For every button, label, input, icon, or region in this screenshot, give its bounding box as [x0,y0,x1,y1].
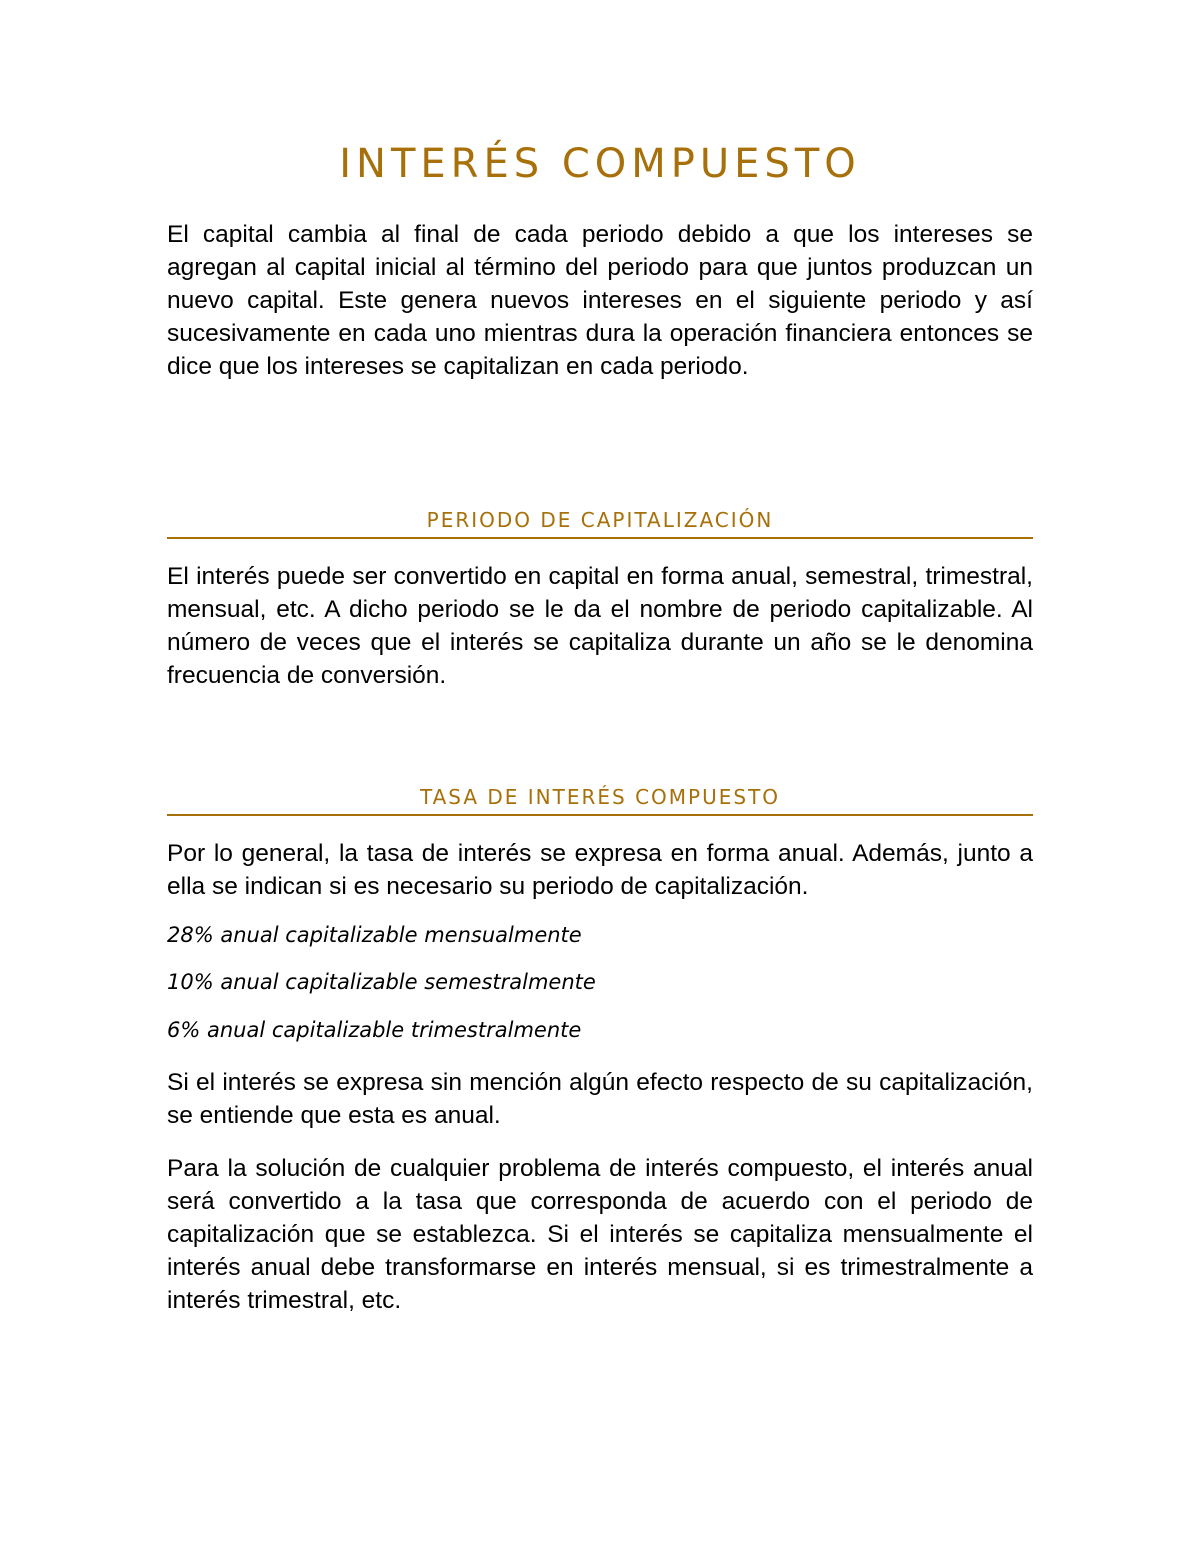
section-tasa-solution [167,1152,1033,1317]
example-rate-semiannual: 10% anual capitalizable semestralmente [167,970,596,994]
section-heading-tasa: TASA DE INTERÉS COMPUESTO [167,783,1033,816]
section-tasa-note [167,1066,1033,1132]
tasa-paragraph-3: Para la solución de cualquier problema de interés compuesto, el interés anual será convertido a la tasa que corresponda de acuerdo con el periodo de capitalización que se establezca. Si el interés se capitaliza mensualmente el interés anual debe transformarse en interés mensual, si es trimestralmente a interés trimestral, etc. [167,1155,1033,1314]
tasa-paragraph-1: Por lo general, la tasa de interés se expresa en forma anual. Además, junto a ella se indican si es necesario su periodo de capitalización. [167,840,1033,900]
section-tasa-intro [167,837,1033,903]
tasa-paragraph-2: Si el interés se expresa sin mención algún efecto respecto de su capitalización, se entiende que esta es anual. [167,1069,1033,1129]
periodo-paragraph: El interés puede ser convertido en capital en forma anual, semestral, trimestral, mensual, etc. A dicho periodo se le da el nombre de periodo capitalizable. Al número de veces que el interés se capitaliza durante un año se le denomina frecuencia de conversión. [167,563,1033,689]
section-periodo-body [167,560,1033,692]
document-title: INTERÉS COMPUESTO [339,141,861,187]
example-rate-monthly: 28% anual capitalizable mensualmente [167,923,582,947]
example-rate-quarterly: 6% anual capitalizable trimestralmente [167,1018,582,1042]
section-heading-periodo: PERIODO DE CAPITALIZACIÓN [167,506,1033,539]
intro-paragraph: El capital cambia al final de cada periodo debido a que los intereses se agregan al capital inicial al término del periodo para que juntos produzcan un nuevo capital. Este genera nuevos intereses en el siguiente periodo y así sucesivamente en cada uno mientras dura la operación financiera entonces se dice que los intereses se capitalizan en cada periodo. [167,221,1033,380]
intro-block [167,218,1033,383]
